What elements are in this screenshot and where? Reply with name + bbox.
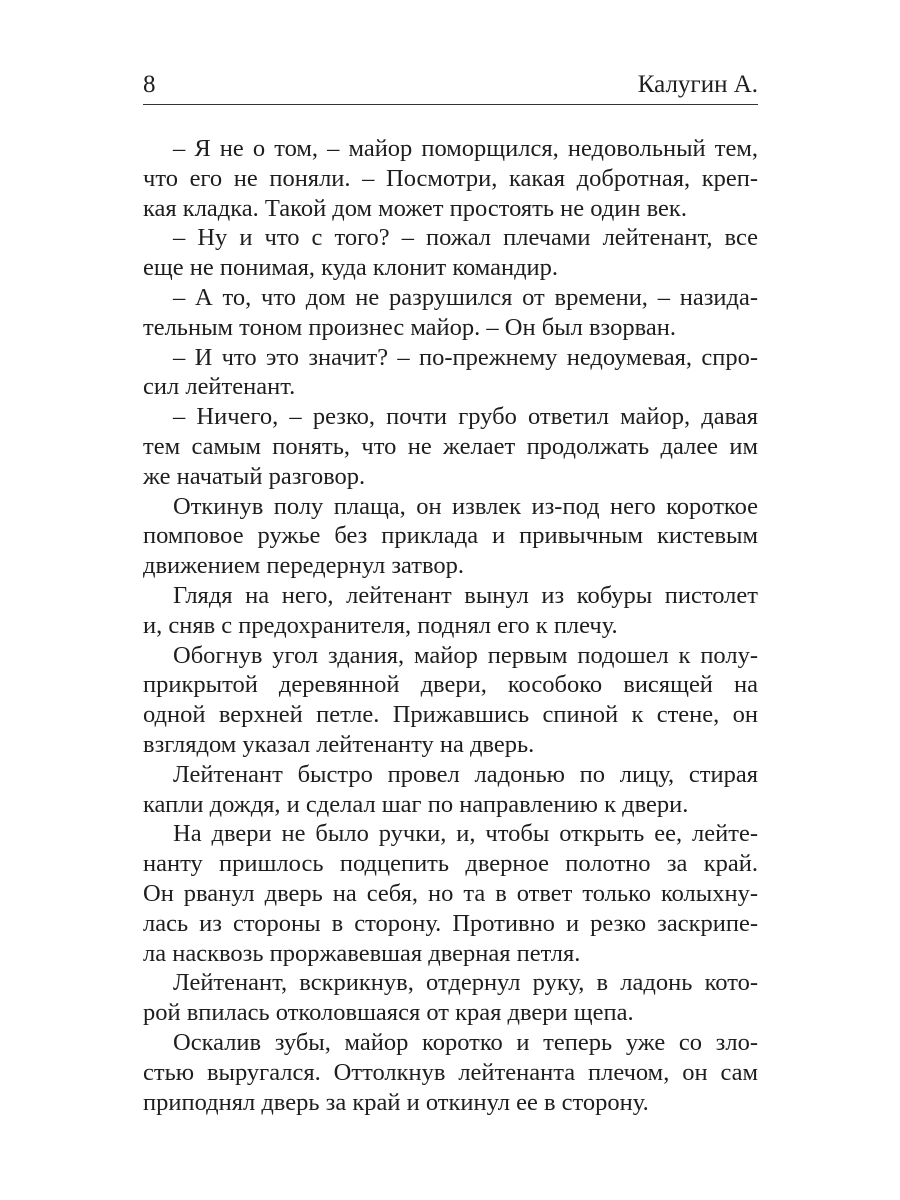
text-line: лась из стороны в сторону. Противно и резко заскрипе- bbox=[143, 909, 758, 937]
text-line: капли дождя, и сделал шаг по направлению к двери. bbox=[143, 790, 689, 818]
body-text bbox=[143, 134, 758, 1117]
text-line: же начатый разговор. bbox=[143, 462, 366, 490]
text-line: Лейтенант, вскрикнув, отдернул руку, в ладонь кото- bbox=[173, 969, 758, 997]
paragraph bbox=[143, 492, 758, 581]
text-line: – Ну и что с того? – пожал плечами лейтенант, все bbox=[173, 224, 758, 252]
running-header-author: Калугин А. bbox=[637, 71, 758, 98]
text-line: взглядом указал лейтенанту на дверь. bbox=[143, 730, 535, 758]
paragraph bbox=[143, 402, 758, 491]
text-line: еще не понимая, куда клонит командир. bbox=[143, 254, 559, 282]
text-line: – И что это значит? – по-прежнему недоумевая, спро- bbox=[173, 343, 758, 371]
text-line: кая кладка. Такой дом может простоять не один век. bbox=[143, 194, 687, 222]
text-line: – Я не о том, – майор поморщился, недовольный тем, bbox=[173, 135, 758, 162]
text-line: тельным тоном произнес майор. – Он был взорван. bbox=[143, 313, 676, 341]
paragraph bbox=[143, 641, 758, 760]
paragraph bbox=[143, 343, 758, 403]
text-line: – А то, что дом не разрушился от времени, – назида- bbox=[173, 283, 758, 311]
text-line: Откинув полу плаща, он извлек из-под него короткое bbox=[173, 492, 758, 520]
text-line: стью выругался. Оттолкнув лейтенанта плечом, он сам bbox=[143, 1058, 758, 1086]
header-rule bbox=[143, 104, 758, 105]
text-line: движением передернул затвор. bbox=[143, 552, 465, 580]
paragraph bbox=[143, 223, 758, 283]
paragraph bbox=[143, 760, 758, 820]
text-line: Глядя на него, лейтенант вынул из кобуры пистолет bbox=[173, 581, 758, 609]
text-line: сил лейтенант. bbox=[143, 373, 296, 401]
text-line: прикрытой деревянной двери, кособоко висящей на bbox=[143, 671, 758, 699]
text-line: нанту пришлось подцепить дверное полотно за край. bbox=[143, 850, 758, 878]
text-line: рой впилась отколовшаяся от края двери щепа. bbox=[143, 999, 634, 1027]
paragraph bbox=[143, 968, 758, 1028]
paragraph bbox=[143, 581, 758, 641]
text-line: и, сняв с предохранителя, поднял его к плечу. bbox=[143, 611, 618, 639]
text-line: Он рванул дверь на себя, но та в ответ только колыхну- bbox=[143, 879, 758, 907]
paragraph bbox=[143, 819, 758, 968]
text-line: помповое ружье без приклада и привычным кистевым bbox=[143, 522, 758, 550]
page-number: 8 bbox=[143, 71, 156, 98]
text-line: тем самым понять, что не желает продолжать далее им bbox=[143, 432, 758, 460]
text-line: Обогнув угол здания, майор первым подошел к полу- bbox=[173, 641, 758, 669]
paragraph bbox=[143, 1028, 758, 1117]
paragraph bbox=[143, 283, 758, 343]
text-line: Оскалив зубы, майор коротко и теперь уже со зло- bbox=[173, 1028, 758, 1056]
text-line: одной верхней петле. Прижавшись спиной к стене, он bbox=[143, 701, 758, 729]
text-line: ла насквозь проржавевшая дверная петля. bbox=[143, 939, 581, 967]
text-line: Лейтенант быстро провел ладонью по лицу, стирая bbox=[173, 760, 758, 788]
text-line: приподнял дверь за край и откинул ее в сторону. bbox=[143, 1088, 649, 1116]
text-line: На двери не было ручки, и, чтобы открыть ее, лейте- bbox=[173, 820, 758, 848]
paragraph bbox=[143, 134, 758, 223]
text-line: – Ничего, – резко, почти грубо ответил майор, давая bbox=[173, 403, 758, 431]
text-line: что его не поняли. – Посмотри, какая добротная, креп- bbox=[143, 164, 758, 192]
